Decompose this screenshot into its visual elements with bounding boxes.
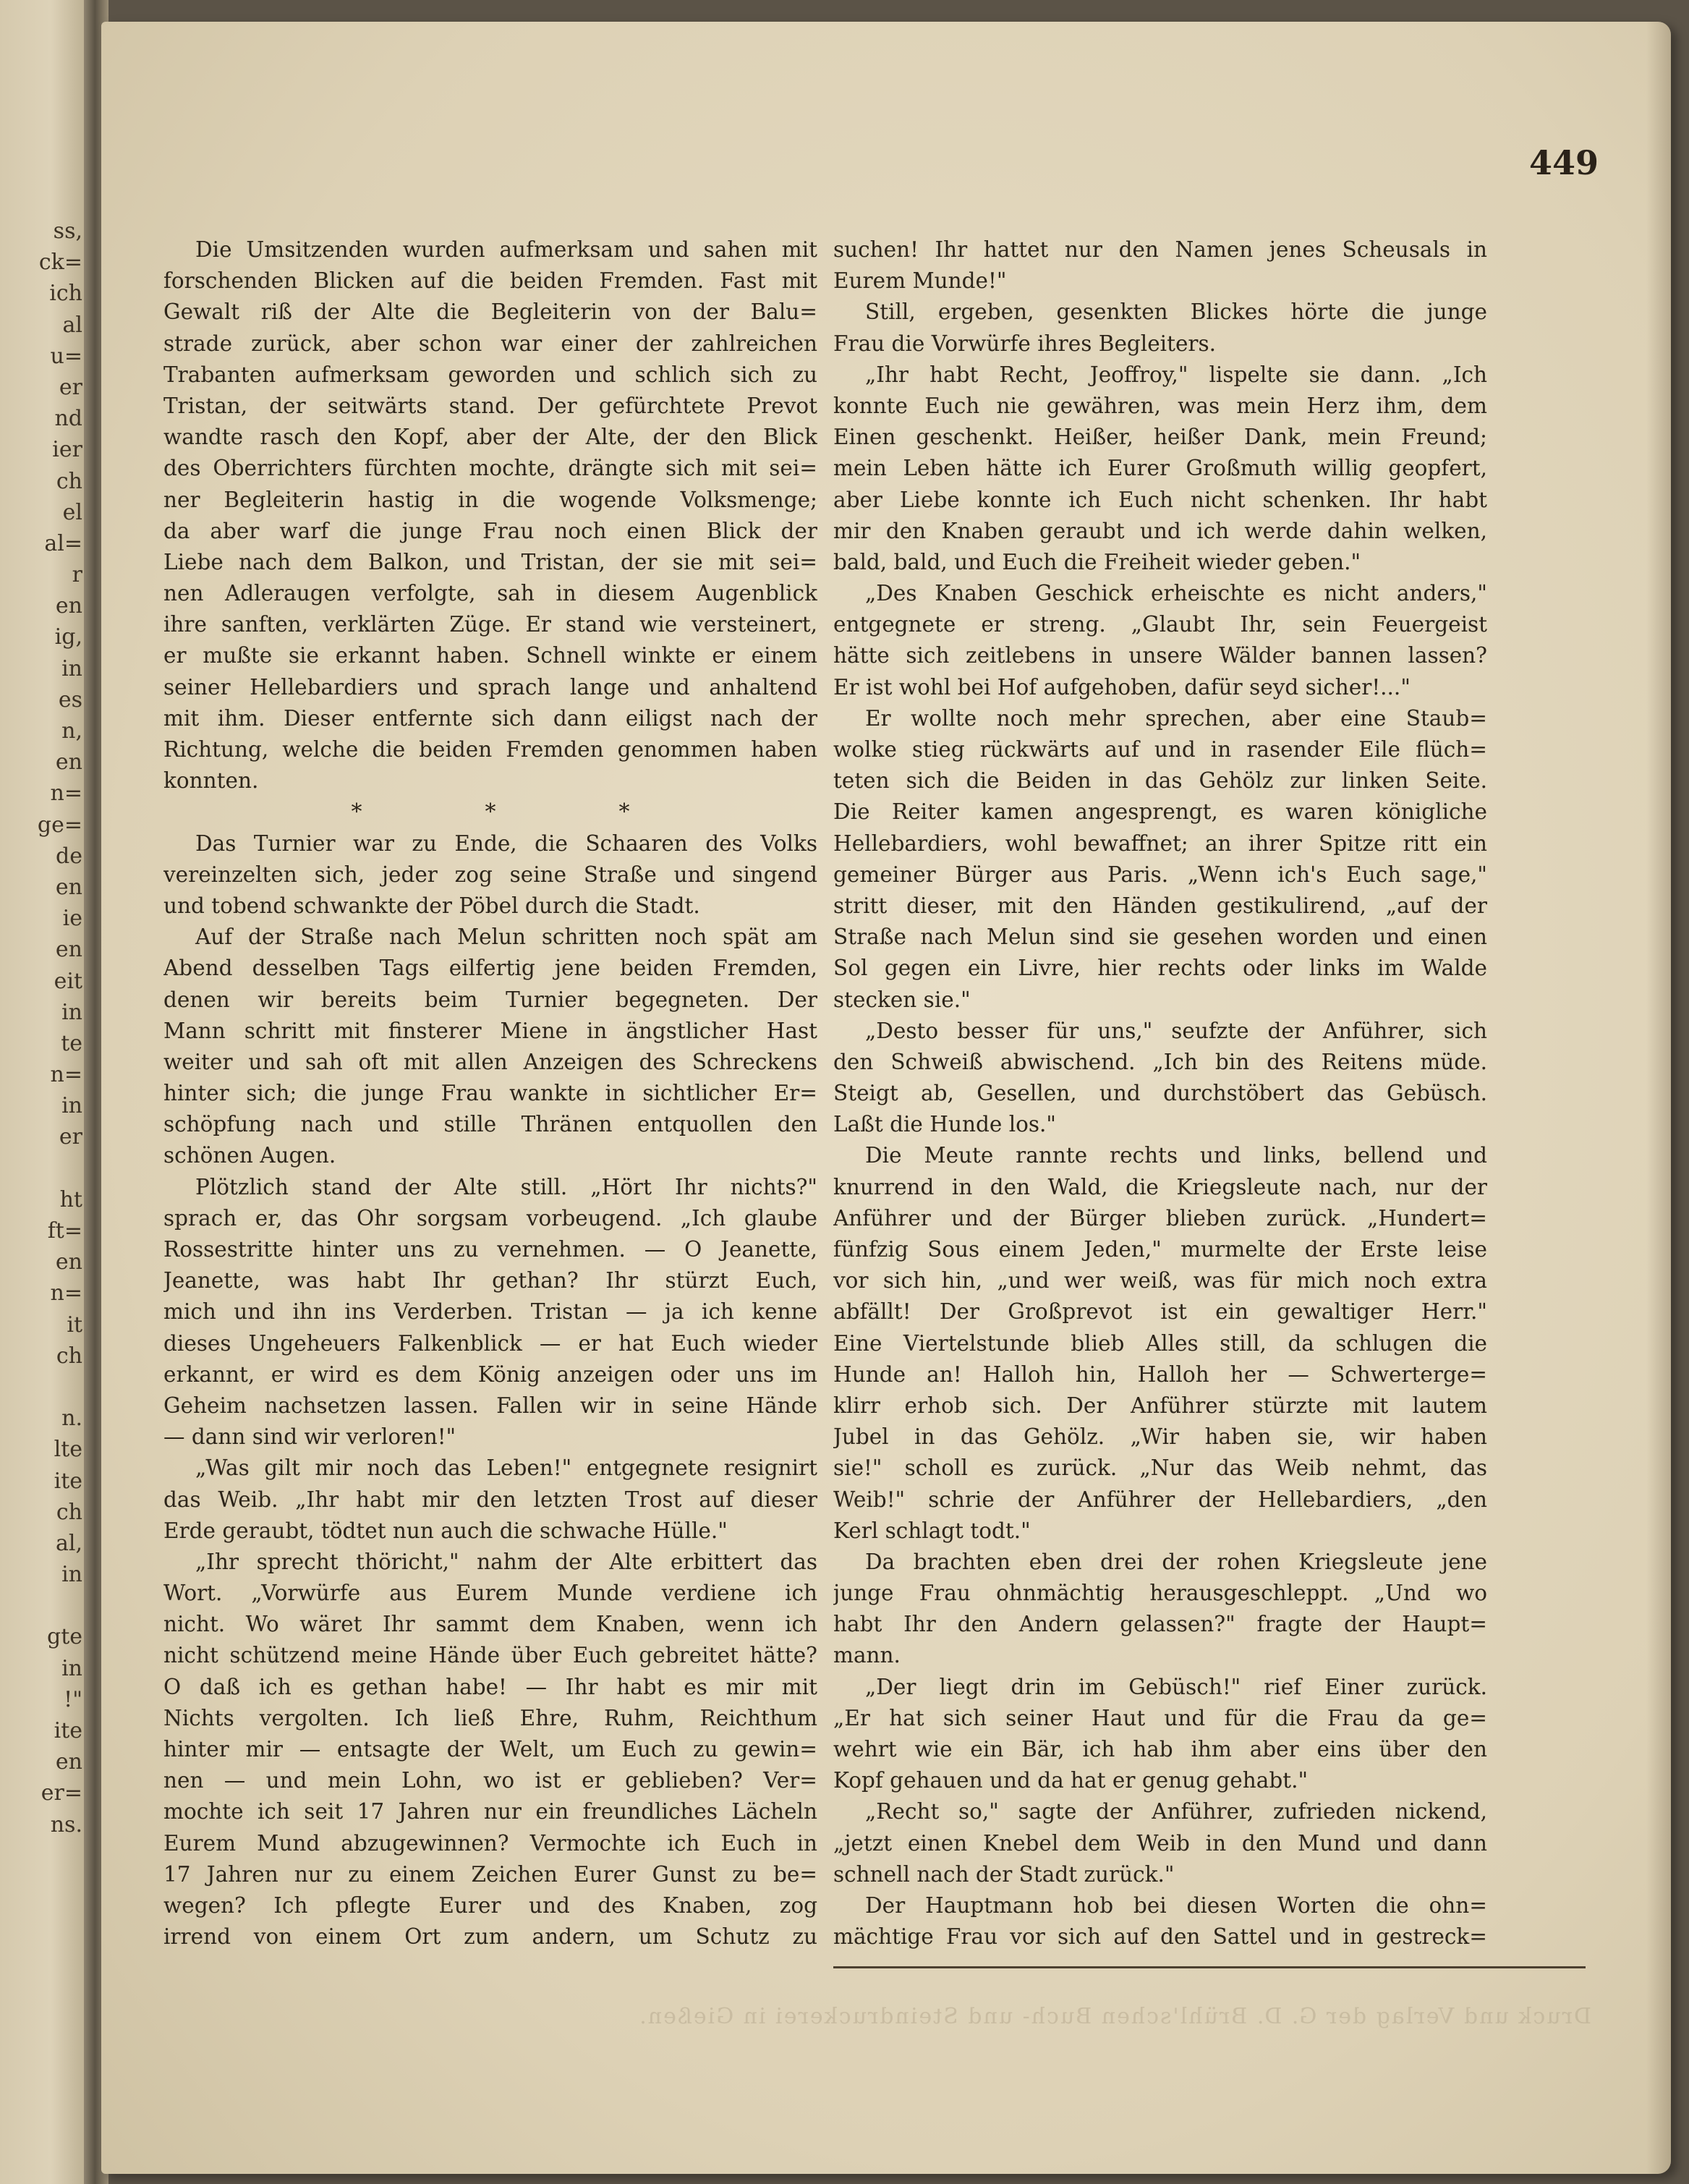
facing-page-fragment: er bbox=[59, 374, 82, 400]
facing-page-fragment: en bbox=[55, 1749, 82, 1775]
text-line: 17 Jahren nur zu einem Zeichen Eurer Gunst zu be= bbox=[163, 1861, 817, 1887]
text-line: „Desto besser für uns," seufzte der Anführer, sich bbox=[865, 1018, 1487, 1043]
facing-page-fragment: n, bbox=[61, 718, 82, 744]
text-line: mann. bbox=[833, 1643, 901, 1668]
facing-page-fragment: ht bbox=[59, 1186, 82, 1212]
facing-page-fragment: r bbox=[72, 562, 82, 588]
facing-page-fragment: el bbox=[62, 499, 82, 525]
text-line: seiner Hellebardiers und sprach lange und anhaltend bbox=[163, 674, 817, 700]
text-line: wegen? Ich pflegte Eurer und des Knaben, zog bbox=[163, 1892, 817, 1918]
text-line: Er ist wohl bei Hof aufgehoben, dafür seyd sicher!..." bbox=[833, 674, 1411, 700]
text-line: schöpfung nach und stille Thränen entquollen den bbox=[163, 1112, 817, 1137]
text-line: nen Adleraugen verfolgte, sah in diesem Augenblick bbox=[163, 581, 817, 606]
text-line: Er wollte noch mehr sprechen, aber eine Staub= bbox=[865, 705, 1487, 731]
text-line: ihre sanften, verklärten Züge. Er stand wie versteinert, bbox=[163, 612, 817, 637]
text-line: entgegnete er streng. „Glaubt Ihr, sein Feuergeist bbox=[833, 612, 1487, 637]
text-line: Jeanette, was habt Ihr gethan? Ihr stürzt Euch, bbox=[163, 1268, 817, 1293]
left-column bbox=[163, 234, 817, 1953]
text-line: Mann schritt mit finsterer Miene in ängstlicher Hast bbox=[163, 1018, 817, 1043]
facing-page-fragment: ich bbox=[49, 281, 82, 307]
text-line: mein Leben hätte ich Eurer Großmuth willig geopfert, bbox=[833, 456, 1487, 481]
text-line: „Der liegt drin im Gebüsch!" rief Einer zurück. bbox=[865, 1674, 1487, 1699]
text-line: schönen Augen. bbox=[163, 1143, 336, 1168]
text-line: Steigt ab, Gesellen, und durchstöbert das Gebüsch. bbox=[833, 1081, 1487, 1106]
text-line: Die Reiter kamen angesprengt, es waren königliche bbox=[833, 799, 1487, 825]
facing-page-fragment bbox=[3, 1590, 82, 1621]
facing-page-fragment: ie bbox=[62, 906, 82, 932]
imprint-show-through: Druck und Verlag der G. D. Brühl'schen Buch- und Steindruckerei in Gießen. bbox=[638, 2004, 1591, 2029]
text-line: er mußte sie erkannt haben. Schnell winkte er einem bbox=[163, 643, 817, 668]
text-line: stritt dieser, mit den Händen gestikulirend, „auf der bbox=[833, 893, 1487, 918]
text-line: mir den Knaben geraubt und ich werde dahin welken, bbox=[833, 518, 1487, 543]
text-line: forschenden Blicken auf die beiden Fremden. Fast mit bbox=[163, 268, 817, 294]
text-line: O daß ich es gethan habe! — Ihr habt es mir mit bbox=[163, 1674, 817, 1699]
facing-page-fragment: en bbox=[55, 749, 82, 776]
facing-page-fragment: nd bbox=[54, 406, 82, 432]
text-line: des Oberrichters fürchten mochte, drängte sich mit sei= bbox=[163, 456, 817, 481]
text-line: nicht schützend meine Hände über Euch gebreitet hätte? bbox=[163, 1643, 817, 1668]
page-number: 449 bbox=[1528, 143, 1599, 182]
text-line: strade zurück, aber schon war einer der zahlreichen bbox=[163, 331, 817, 356]
text-line: Das Turnier war zu Ende, die Schaaren des Volks bbox=[195, 830, 817, 856]
text-line: Nichts vergolten. Ich ließ Ehre, Ruhm, Reichthum bbox=[163, 1705, 817, 1730]
text-line: Tristan, der seitwärts stand. Der gefürchtete Prevot bbox=[163, 393, 817, 418]
text-line: Auf der Straße nach Melun schritten noch spät am bbox=[195, 925, 817, 950]
facing-page-fragment: de bbox=[56, 843, 82, 869]
text-line: Da brachten eben drei der rohen Kriegsleute jene bbox=[865, 1549, 1487, 1574]
text-line: mochte ich seit 17 Jahren nur ein freundliches Lächeln bbox=[163, 1799, 817, 1824]
text-line: vor sich hin, „und wer weiß, was für mich noch extra bbox=[833, 1268, 1487, 1293]
text-line: Hunde an! Halloh hin, Halloh her — Schwerterge= bbox=[833, 1361, 1487, 1387]
facing-page-fragment: in bbox=[61, 1093, 82, 1119]
facing-page-fragment: en bbox=[55, 937, 82, 963]
facing-page-fragment: en bbox=[55, 593, 82, 619]
facing-page-fragment: ck= bbox=[38, 250, 82, 276]
text-line: erkannt, er wird es dem König anzeigen oder uns im bbox=[163, 1361, 817, 1387]
text-line: aber Liebe konnte ich Euch nicht schenken. Ihr habt bbox=[833, 487, 1487, 512]
facing-page-fragment: it bbox=[67, 1312, 82, 1338]
text-line: mächtige Frau vor sich auf den Sattel und in gestreck= bbox=[833, 1924, 1487, 1950]
divider-star: * bbox=[485, 799, 496, 825]
facing-page bbox=[0, 0, 93, 2184]
text-line: vereinzelten sich, jeder zog seine Straße und singend bbox=[163, 862, 817, 887]
facing-page-fragment: al= bbox=[44, 530, 82, 556]
text-line: fünfzig Sous einem Jeden," murmelte der Erste leise bbox=[833, 1237, 1487, 1262]
text-line: teten sich die Beiden in das Gehölz zur linken Seite. bbox=[833, 768, 1487, 794]
text-line: da aber warf die junge Frau noch einen Blick der bbox=[163, 518, 817, 543]
text-line: wehrt wie ein Bär, ich hab ihm aber eins über den bbox=[833, 1737, 1487, 1762]
text-line: nen — und mein Lohn, wo ist er geblieben? Ver= bbox=[163, 1768, 817, 1793]
facing-page-fragment bbox=[3, 1153, 82, 1184]
divider-star: * bbox=[351, 799, 362, 825]
page-edge-shadow bbox=[1646, 22, 1671, 2174]
text-line: hätte sich zeitlebens in unsere Wälder bannen lassen? bbox=[833, 643, 1487, 668]
text-line: Sol gegen ein Livre, hier rechts oder links im Walde bbox=[833, 956, 1487, 981]
text-line: Einen geschenkt. Heißer, heißer Dank, mein Freund; bbox=[833, 425, 1487, 450]
text-line: Jubel in das Gehölz. „Wir haben sie, wir haben bbox=[833, 1424, 1487, 1450]
text-line: Wort. „Vorwürfe aus Eurem Munde verdiene ich bbox=[163, 1581, 817, 1606]
text-line: sprach er, das Ohr sorgsam vorbeugend. „Ich glaube bbox=[163, 1205, 817, 1231]
text-line: „Ihr sprecht thöricht," nahm der Alte erbittert das bbox=[195, 1549, 817, 1574]
facing-page-fragment: en bbox=[55, 1249, 82, 1275]
facing-page-fragment: n= bbox=[50, 1062, 82, 1088]
divider-star: * bbox=[618, 799, 630, 825]
text-line: Trabanten aufmerksam geworden und schlich sich zu bbox=[163, 362, 817, 387]
text-line: den Schweiß abwischend. „Ich bin des Reitens müde. bbox=[833, 1049, 1487, 1074]
facing-page-fragment: er bbox=[59, 1124, 82, 1150]
facing-page-fragment: in bbox=[61, 1562, 82, 1588]
facing-page-text bbox=[3, 216, 82, 1840]
facing-page-fragment: n. bbox=[61, 1406, 82, 1432]
text-line: „Er hat sich seiner Haut und für die Frau da ge= bbox=[833, 1705, 1487, 1730]
text-line: Eurem Mund abzugewinnen? Vermochte ich Euch in bbox=[163, 1830, 817, 1856]
text-line: — dann sind wir verloren!" bbox=[163, 1424, 456, 1450]
text-line: mit ihm. Dieser entfernte sich dann eiligst nach der bbox=[163, 705, 817, 731]
facing-page-fragment: ge= bbox=[37, 812, 82, 838]
right-column bbox=[833, 234, 1487, 1953]
facing-page-fragment: en bbox=[55, 874, 82, 900]
facing-page-fragment: n= bbox=[50, 781, 82, 807]
text-line: Erde geraubt, tödtet nun auch die schwache Hülle." bbox=[163, 1518, 728, 1543]
text-line: Anführer und der Bürger blieben zurück. „Hundert= bbox=[833, 1205, 1487, 1231]
text-line: Eurem Munde!" bbox=[833, 268, 1007, 294]
text-line: Liebe nach dem Balkon, und Tristan, der sie mit sei= bbox=[163, 549, 817, 574]
text-line: „Recht so," sagte der Anführer, zufrieden nickend, bbox=[865, 1799, 1487, 1824]
facing-page-fragment: !" bbox=[64, 1686, 82, 1712]
text-line: Richtung, welche die beiden Fremden genommen haben bbox=[163, 737, 817, 762]
text-line: habt Ihr den Andern gelassen?" fragte der Haupt= bbox=[833, 1612, 1487, 1637]
text-line: ner Begleiterin hastig in die wogende Volksmenge; bbox=[163, 487, 817, 512]
text-line: nicht. Wo wäret Ihr sammt dem Knaben, wenn ich bbox=[163, 1612, 817, 1637]
text-line: Geheim nachsetzen lassen. Fallen wir in seine Hände bbox=[163, 1393, 817, 1418]
text-line: Straße nach Melun sind sie gesehen worden und einen bbox=[833, 925, 1487, 950]
text-line: gemeiner Bürger aus Paris. „Wenn ich's Euch sage," bbox=[833, 862, 1487, 887]
facing-page-fragment: al, bbox=[55, 1530, 82, 1556]
facing-page-fragment: lte bbox=[54, 1437, 82, 1463]
text-line: Der Hauptmann hob bei diesen Worten die ohn= bbox=[865, 1892, 1487, 1918]
facing-page-fragment: ite bbox=[54, 1718, 82, 1743]
facing-page-fragment: n= bbox=[50, 1280, 82, 1306]
facing-page-fragment: er= bbox=[41, 1780, 82, 1806]
facing-page-fragment: ch bbox=[56, 468, 82, 494]
text-line: stecken sie." bbox=[833, 987, 971, 1012]
facing-page-fragment: in bbox=[61, 1655, 82, 1681]
text-line: bald, bald, und Euch die Freiheit wieder geben." bbox=[833, 549, 1361, 574]
section-divider bbox=[163, 796, 817, 828]
text-line: abfällt! Der Großprevot ist ein gewaltiger Herr." bbox=[833, 1299, 1487, 1325]
facing-page-fragment bbox=[3, 1372, 82, 1403]
text-line: „Ihr habt Recht, Jeoffroy," lispelte sie dann. „Ich bbox=[865, 362, 1487, 387]
text-line: klirr erhob sich. Der Anführer stürzte mit lautem bbox=[833, 1393, 1487, 1418]
text-line: knurrend in den Wald, die Kriegsleute nach, nur der bbox=[833, 1174, 1487, 1199]
text-line: „Was gilt mir noch das Leben!" entgegnete resignirt bbox=[195, 1456, 817, 1481]
facing-page-fragment: es bbox=[58, 687, 82, 713]
text-line: Laßt die Hunde los." bbox=[833, 1112, 1056, 1137]
text-line: Gewalt riß der Alte die Begleiterin von der Balu= bbox=[163, 299, 817, 325]
text-line: suchen! Ihr hattet nur den Namen jenes Scheusals in bbox=[833, 237, 1487, 262]
facing-page-fragment: ss, bbox=[53, 218, 82, 244]
text-line: schnell nach der Stadt zurück." bbox=[833, 1861, 1175, 1887]
facing-page-fragment: eit bbox=[54, 968, 82, 994]
facing-page-fragment: ch bbox=[56, 1499, 82, 1525]
text-line: Kerl schlagt todt." bbox=[833, 1518, 1031, 1543]
facing-page-fragment: in bbox=[61, 655, 82, 681]
facing-page-fragment: te bbox=[61, 1030, 82, 1056]
facing-page-fragment: ite bbox=[54, 1468, 82, 1494]
footer-rule bbox=[833, 1966, 1586, 1968]
text-line: Still, ergeben, gesenkten Blickes hörte die junge bbox=[865, 299, 1487, 325]
text-line: wolke stieg rückwärts auf und in rasender Eile flüch= bbox=[833, 737, 1487, 762]
text-line: konnten. bbox=[163, 768, 259, 794]
text-line: dieses Ungeheuers Falkenblick — er hat Euch wieder bbox=[163, 1330, 817, 1356]
text-line: weiter und sah oft mit allen Anzeigen des Schreckens bbox=[163, 1049, 817, 1074]
text-line: Kopf gehauen und da hat er genug gehabt." bbox=[833, 1768, 1309, 1793]
text-line: irrend von einem Ort zum andern, um Schutz zu bbox=[163, 1924, 817, 1950]
text-line: Plötzlich stand der Alte still. „Hört Ihr nichts?" bbox=[195, 1174, 817, 1199]
facing-page-fragment: ns. bbox=[50, 1811, 82, 1837]
page bbox=[101, 22, 1671, 2174]
text-line: sie!" scholl es zurück. „Nur das Weib nehmt, das bbox=[833, 1456, 1487, 1481]
facing-page-fragment: gte bbox=[46, 1624, 82, 1650]
text-line: „Des Knaben Geschick erheischte es nicht anders," bbox=[865, 581, 1487, 606]
text-line: das Weib. „Ihr habt mir den letzten Trost auf dieser bbox=[163, 1487, 817, 1512]
text-line: mich und ihn ins Verderben. Tristan — ja ich kenne bbox=[163, 1299, 817, 1325]
text-line: Hellebardiers, wohl bewaffnet; an ihrer Spitze ritt ein bbox=[833, 830, 1487, 856]
text-line: denen wir bereits beim Turnier begegneten. Der bbox=[163, 987, 817, 1012]
facing-page-fragment: ch bbox=[56, 1343, 82, 1369]
text-line: Eine Viertelstunde blieb Alles still, da schlugen die bbox=[833, 1330, 1487, 1356]
text-line: Die Meute rannte rechts und links, bellend und bbox=[865, 1143, 1487, 1168]
text-line: konnte Euch nie gewähren, was mein Herz ihm, dem bbox=[833, 393, 1487, 418]
text-line: hinter mir — entsagte der Welt, um Euch zu gewin= bbox=[163, 1737, 817, 1762]
facing-page-fragment: ft= bbox=[47, 1218, 82, 1244]
facing-page-fragment: al bbox=[62, 312, 82, 338]
text-line: Rossestritte hinter uns zu vernehmen. — O Jeanette, bbox=[163, 1237, 817, 1262]
text-line: und tobend schwankte der Pöbel durch die Stadt. bbox=[163, 893, 700, 918]
section-divider-line bbox=[163, 796, 817, 828]
text-line: Abend desselben Tags eilfertig jene beiden Fremden, bbox=[163, 956, 817, 981]
facing-page-fragment: u= bbox=[50, 343, 82, 369]
facing-page-fragment: ier bbox=[52, 437, 82, 463]
facing-page-fragment: ig, bbox=[54, 624, 82, 650]
facing-page-fragment: in bbox=[61, 999, 82, 1025]
text-line: junge Frau ohnmächtig herausgeschleppt. „Und wo bbox=[833, 1581, 1487, 1606]
text-line: „jetzt einen Knebel dem Weib in den Mund und dann bbox=[833, 1830, 1487, 1856]
text-line: Weib!" schrie der Anführer der Hellebardiers, „den bbox=[833, 1487, 1487, 1512]
text-line: Frau die Vorwürfe ihres Begleiters. bbox=[833, 331, 1217, 356]
text-line: hinter sich; die junge Frau wankte in sichtlicher Er= bbox=[163, 1081, 817, 1106]
text-line: wandte rasch den Kopf, aber der Alte, der den Blick bbox=[163, 425, 817, 450]
text-line: Die Umsitzenden wurden aufmerksam und sahen mit bbox=[195, 237, 817, 262]
